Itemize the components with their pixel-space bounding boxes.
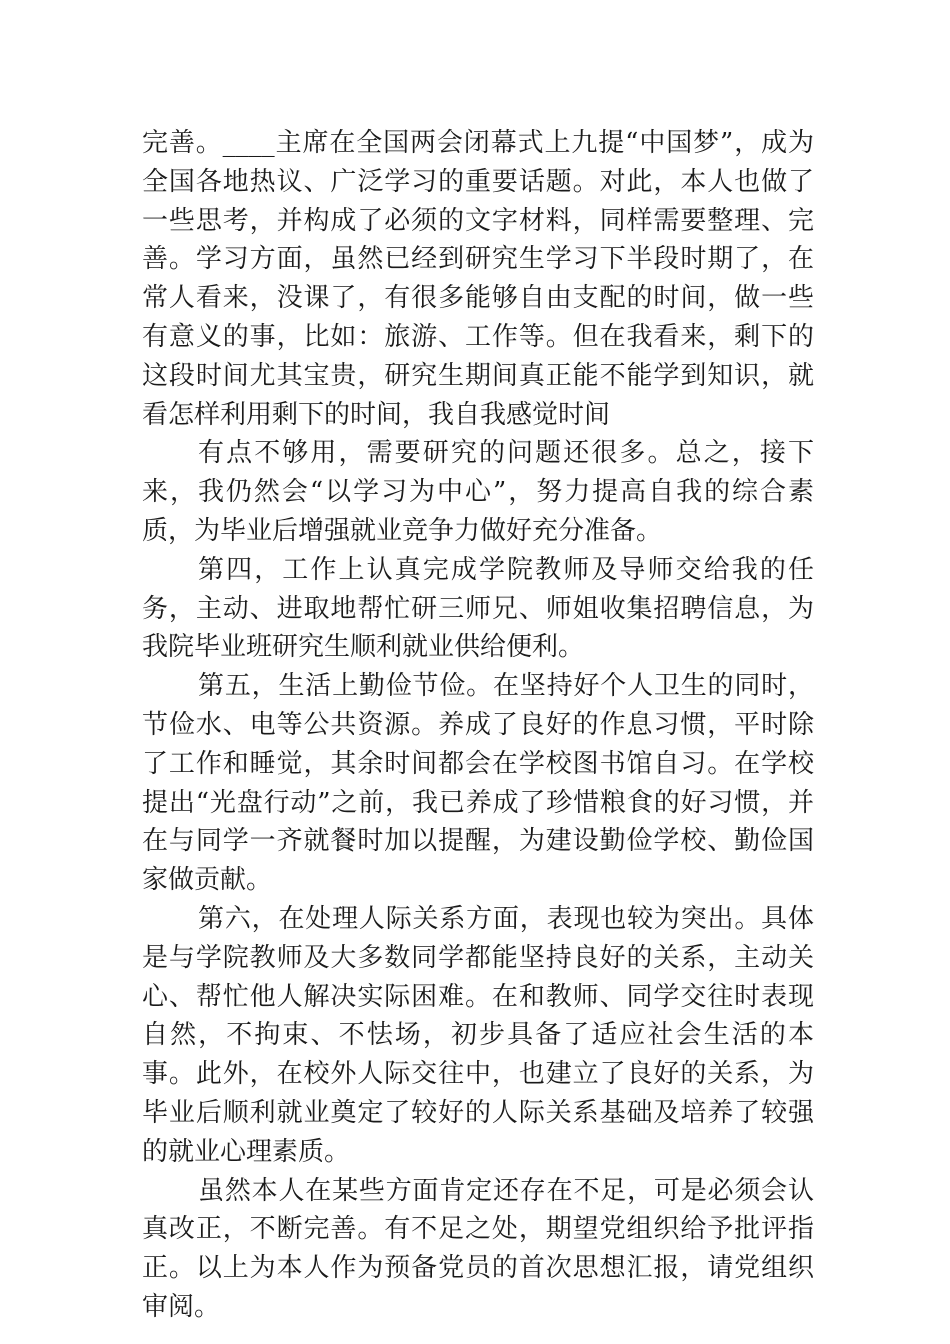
paragraph-fourth-work: 第四，工作上认真完成学院教师及导师交给我的任务，主动、进取地帮忙研三师兄、师姐收集招聘信息，为我院毕业班研究生顺利就业供给便利。: [142, 554, 814, 663]
document-body: [142, 124, 814, 1327]
paragraph-conclusion: 虽然本人在某些方面肯定还存在不足，可是必须会认真改正，不断完善。有不足之处，期望党组织给予批评指正。以上为本人作为预备党员的首次思想汇报，请党组织审阅。: [142, 1175, 814, 1322]
paragraph-sixth-relations: 第六，在处理人际关系方面，表现也较为突出。具体是与学院教师及大多数同学都能坚持良好的关系，主动关心、帮忙他人解决实际困难。在和教师、同学交往时表现自然，不拘束、不怯场，初步具备了适应社会生活的本事。此外，在校外人际交往中，也建立了良好的关系，为毕业后顺利就业奠定了较好的人际关系基础及培养了较强的就业心理素质。: [142, 903, 814, 1167]
paragraph-fifth-life: 第五，生活上勤俭节俭。在坚持好个人卫生的同时，节俭水、电等公共资源。养成了良好的作息习惯，平时除了工作和睡觉，其余时间都会在学校图书馆自习。在学校提出“光盘行动”之前，我已养成了珍惜粮食的好习惯，并在与同学一齐就餐时加以提醒，为建设勤俭学校、勤俭国家做贡献。: [142, 671, 814, 896]
paragraph-study-continued: 有点不够用，需要研究的问题还很多。总之，接下来，我仍然会“以学习为中心”，努力提高自我的综合素质，为毕业后增强就业竞争力做好充分准备。: [142, 438, 814, 546]
paragraph-intro: 完善。____主席在全国两会闭幕式上九提“中国梦”，成为全国各地热议、广泛学习的重要话题。对此，本人也做了一些思考，并构成了必须的文字材料，同样需要整理、完善。学习方面，虽然已经到研究生学习下半段时期了，在常人看来，没课了，有很多能够自由支配的时间，做一些有意义的事，比如：旅游、工作等。但在我看来，剩下的这段时间尤其宝贵，研究生期间真正能不能学到知识，就看怎样利用剩下的时间，我自我感觉时间: [142, 128, 814, 430]
